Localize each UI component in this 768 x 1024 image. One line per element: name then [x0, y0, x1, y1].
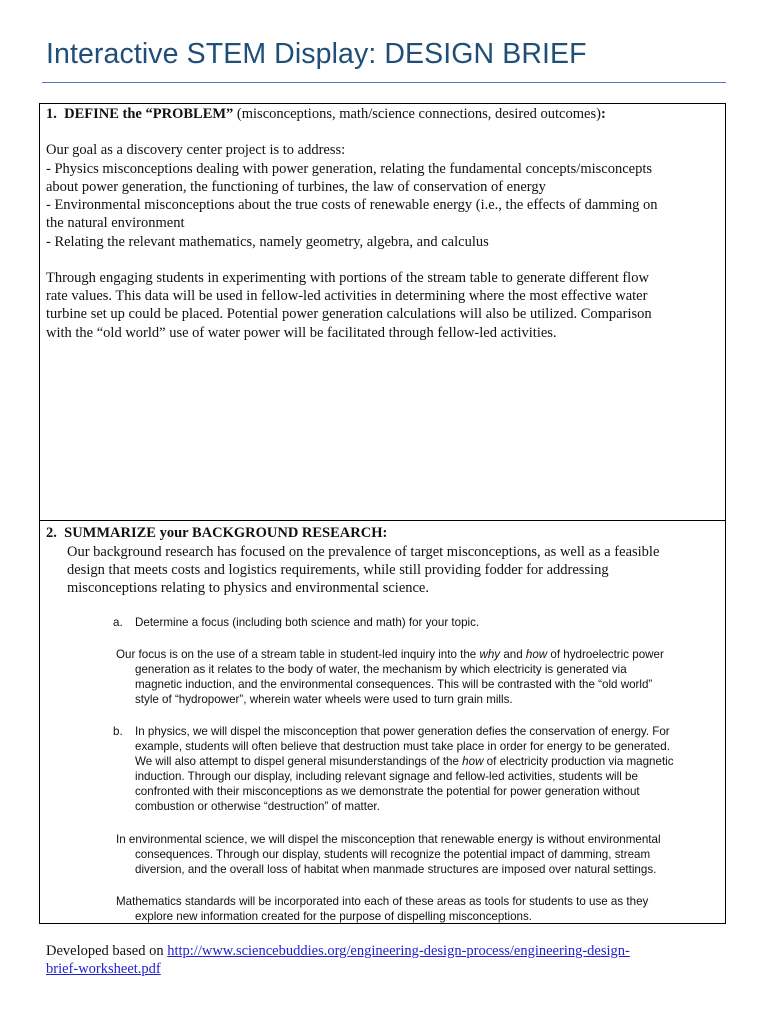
- focus-line: style of “hydropower”, wherein water wheels were used to turn grain mills.: [135, 693, 513, 706]
- section1-heading: 1. DEFINE the “PROBLEM” (misconceptions, math/science connections, desired outcomes):: [46, 106, 606, 122]
- item-a-marker: a.: [113, 616, 123, 629]
- section2-intro-line: design that meets costs and logistics requirements, while still providing fodder for addressing: [67, 562, 609, 578]
- focus-line: magnetic induction, and the environmental consequences. This will be contrasted with the “old world”: [135, 678, 653, 691]
- section2-intro-line: Our background research has focused on the prevalence of target misconceptions, as well as a feasible: [67, 544, 660, 560]
- item-b-line: combustion or otherwise “destruction” of matter.: [135, 800, 380, 813]
- env-line: diversion, and the overall loss of habitat when manmade structures are imposed over natural settings.: [135, 863, 657, 876]
- page-title: Interactive STEM Display: DESIGN BRIEF: [46, 38, 587, 70]
- item-b-line: We will also attempt to dispel general misunderstandings of the how of electricity production via magnetic: [135, 755, 674, 768]
- source-link-continued[interactable]: brief-worksheet.pdf: [46, 961, 161, 977]
- section1-line: Our goal as a discovery center project is to address:: [46, 142, 346, 158]
- section1-line: Through engaging students in experimenting with portions of the stream table to generate different flow: [46, 270, 649, 286]
- title-divider: [42, 82, 726, 83]
- footer-source: [46, 942, 630, 978]
- section1-line: - Environmental misconceptions about the true costs of renewable energy (i.e., the effects of damming on: [46, 197, 658, 213]
- item-b-line: induction. Through our display, including relevant signage and fellow-led activities, students will be: [135, 770, 638, 783]
- footer-prefix: Developed based on: [46, 943, 168, 959]
- focus-line: Our focus is on the use of a stream table in student-led inquiry into the why and how of hydroelectric power: [116, 648, 664, 661]
- env-line: consequences. Through our display, students will recognize the potential impact of damming, stream: [135, 848, 651, 861]
- section1-line: with the “old world” use of water power will be facilitated through fellow-led activities.: [46, 325, 557, 341]
- section1-line: - Relating the relevant mathematics, namely geometry, algebra, and calculus: [46, 234, 489, 250]
- section1-line: - Physics misconceptions dealing with power generation, relating the fundamental concepts/misconcepts: [46, 161, 653, 177]
- source-link[interactable]: http://www.sciencebuddies.org/engineering-design-process/engineering-design-: [167, 943, 630, 959]
- section1-line: the natural environment: [46, 215, 185, 231]
- focus-line: generation as it relates to the body of water, the mechanism by which electricity is generated via: [135, 663, 627, 676]
- section2-intro-line: misconceptions relating to physics and environmental science.: [67, 580, 429, 596]
- section1-line: about power generation, the functioning of turbines, the law of conservation of energy: [46, 179, 546, 195]
- section1-line: turbine set up could be placed. Potential power generation calculations will also be utilized. Comparison: [46, 306, 652, 322]
- section1-line: rate values. This data will be used in fellow-led activities in determining where the most effective water: [46, 288, 648, 304]
- item-b-line: In physics, we will dispel the misconception that power generation defies the conservation of energy. For: [135, 725, 670, 738]
- section2-heading: 2. SUMMARIZE your BACKGROUND RESEARCH:: [46, 525, 388, 541]
- item-b-marker: b.: [113, 725, 123, 738]
- item-b-line: example, students will often believe that destruction must take place in order for energy to be generated.: [135, 740, 670, 753]
- math-line: Mathematics standards will be incorporated into each of these areas as tools for students to use as they: [116, 895, 649, 908]
- env-line: In environmental science, we will dispel the misconception that renewable energy is without environmental: [116, 833, 661, 846]
- math-line: explore new information created for the purpose of dispelling misconceptions.: [135, 910, 532, 923]
- item-b-line: confronted with their misconceptions as we demonstrate the potential for power generation without: [135, 785, 640, 798]
- item-a-text: Determine a focus (including both science and math) for your topic.: [135, 616, 480, 629]
